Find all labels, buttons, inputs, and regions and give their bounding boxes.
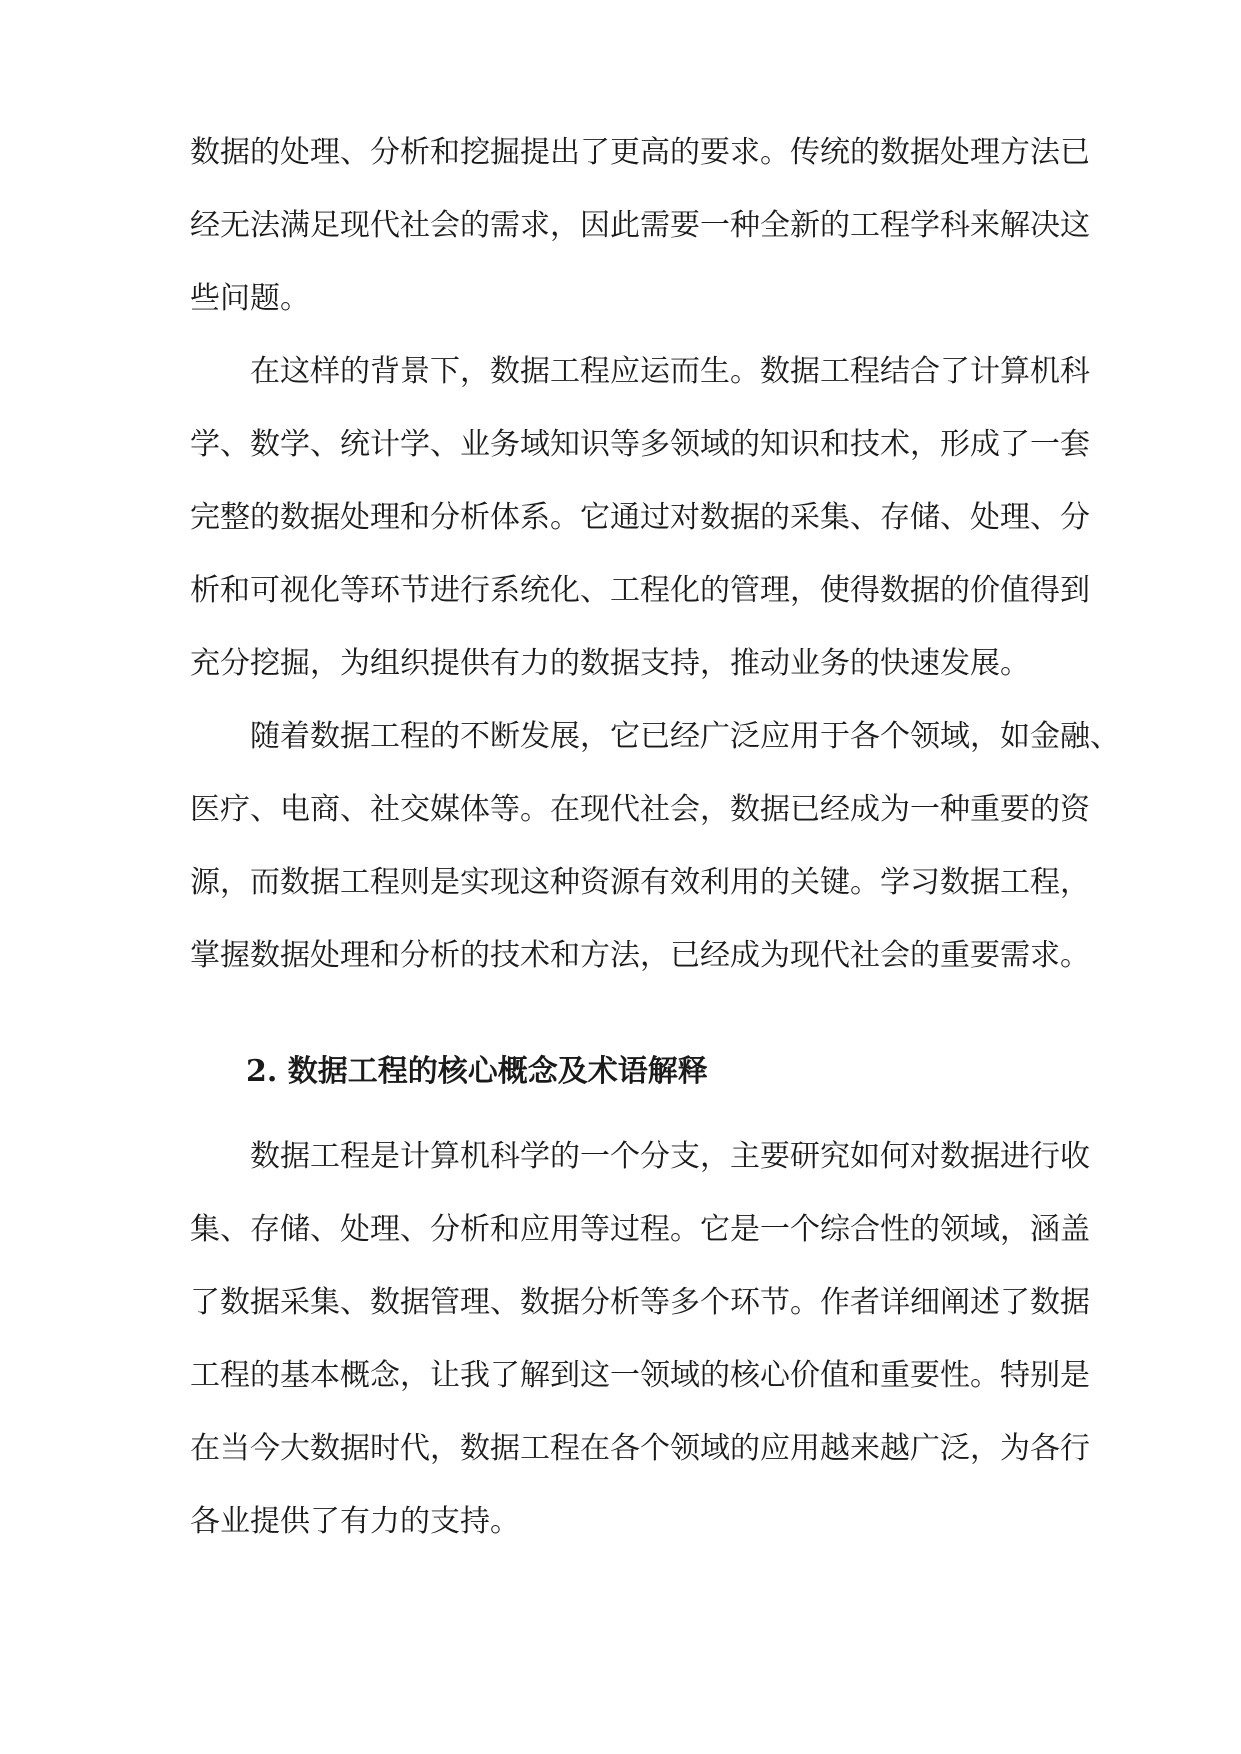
paragraph-1-line-3: 些问题。 — [190, 281, 310, 316]
paragraph-2-line-5: 充分挖掘，为组织提供有力的数据支持，推动业务的快速发展。 — [190, 646, 1030, 681]
section-heading: 2. 数据工程的核心概念及术语解释 — [246, 1054, 708, 1089]
section-paragraph-line-3: 了数据采集、数据管理、数据分析等多个环节。作者详细阐述了数据 — [190, 1285, 1090, 1320]
section-paragraph-line-4: 工程的基本概念，让我了解到这一领域的核心价值和重要性。特别是 — [190, 1358, 1090, 1393]
paragraph-3-line-4: 掌握数据处理和分析的技术和方法，已经成为现代社会的重要需求。 — [190, 938, 1090, 973]
paragraph-1-line-2: 经无法满足现代社会的需求，因此需要一种全新的工程学科来解决这 — [190, 208, 1090, 243]
paragraph-3-line-1: 随着数据工程的不断发展，它已经广泛应用于各个领域，如金融、 — [250, 719, 1120, 754]
paragraph-2-line-1: 在这样的背景下，数据工程应运而生。数据工程结合了计算机科 — [250, 354, 1090, 389]
paragraph-1-line-1: 数据的处理、分析和挖掘提出了更高的要求。传统的数据处理方法已 — [190, 135, 1090, 170]
paragraph-2-line-3: 完整的数据处理和分析体系。它通过对数据的采集、存储、处理、分 — [190, 500, 1090, 535]
paragraph-2-line-4: 析和可视化等环节进行系统化、工程化的管理，使得数据的价值得到 — [190, 573, 1090, 608]
section-paragraph-line-1: 数据工程是计算机科学的一个分支，主要研究如何对数据进行收 — [250, 1139, 1090, 1174]
section-paragraph-line-6: 各业提供了有力的支持。 — [190, 1504, 520, 1539]
paragraph-2-line-2: 学、数学、统计学、业务域知识等多领域的知识和技术，形成了一套 — [190, 427, 1090, 462]
section-paragraph-line-5: 在当今大数据时代，数据工程在各个领域的应用越来越广泛，为各行 — [190, 1431, 1090, 1466]
paragraph-3-line-2: 医疗、电商、社交媒体等。在现代社会，数据已经成为一种重要的资 — [190, 792, 1090, 827]
section-paragraph-line-2: 集、存储、处理、分析和应用等过程。它是一个综合性的领域，涵盖 — [190, 1212, 1090, 1247]
paragraph-3-line-3: 源，而数据工程则是实现这种资源有效利用的关键。学习数据工程， — [190, 865, 1090, 900]
